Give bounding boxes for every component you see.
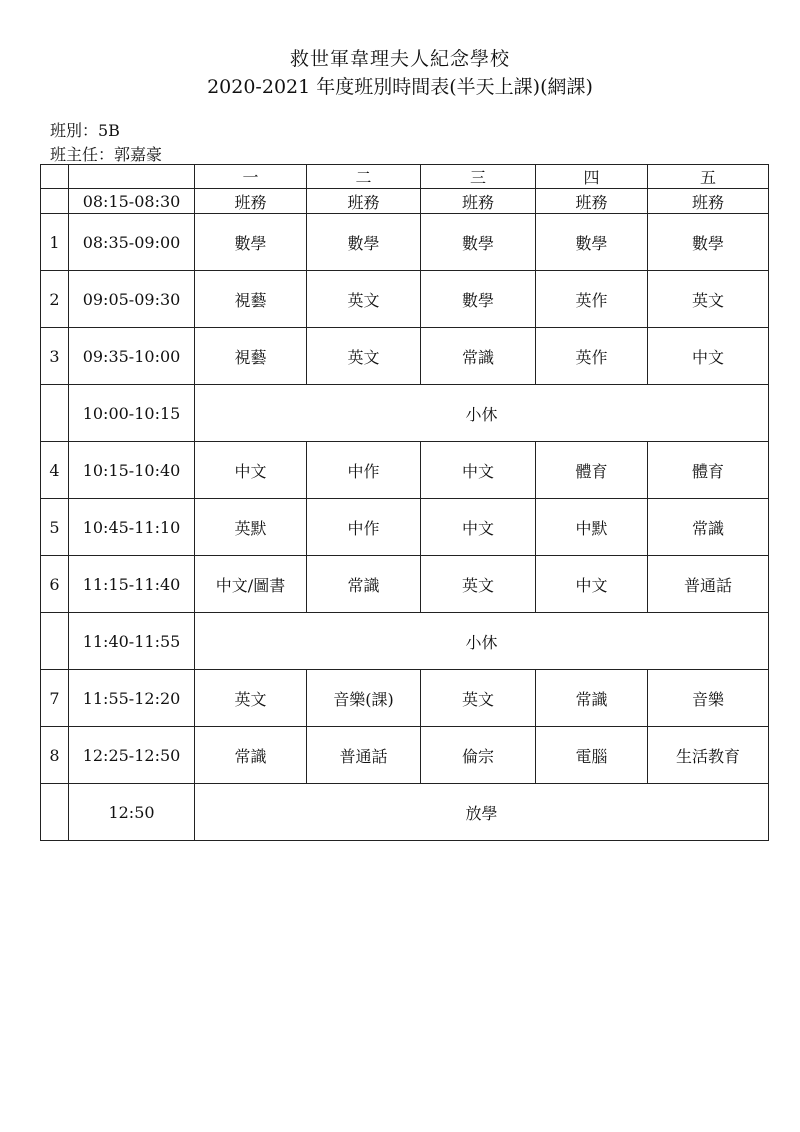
subject-cell: 常識 xyxy=(536,670,648,727)
period-number: 7 xyxy=(41,670,69,727)
subject-cell: 中文 xyxy=(648,328,769,385)
period-row xyxy=(41,727,769,784)
subject-cell: 班務 xyxy=(421,189,536,214)
subject-cell: 英作 xyxy=(536,271,648,328)
time-cell: 12:25-12:50 xyxy=(69,727,195,784)
break-label: 放學 xyxy=(195,784,769,841)
corner-time-cell xyxy=(69,165,195,189)
period-row xyxy=(41,271,769,328)
subject-cell: 班務 xyxy=(307,189,421,214)
subject-cell: 數學 xyxy=(648,214,769,271)
period-row xyxy=(41,442,769,499)
subject-cell: 英默 xyxy=(195,499,307,556)
day-header-cell: 一 xyxy=(195,165,307,189)
subject-cell: 常識 xyxy=(307,556,421,613)
time-cell: 11:15-11:40 xyxy=(69,556,195,613)
subject-cell: 英文 xyxy=(421,556,536,613)
period-number: 3 xyxy=(41,328,69,385)
subject-cell: 視藝 xyxy=(195,328,307,385)
timetable xyxy=(40,164,769,841)
time-cell: 10:00-10:15 xyxy=(69,385,195,442)
subject-cell: 普通話 xyxy=(648,556,769,613)
timetable-title: 2020-2021 年度班別時間表(半天上課)(網課) xyxy=(207,76,593,98)
break-row xyxy=(41,613,769,670)
period-row xyxy=(41,670,769,727)
class-label: 班別：5B xyxy=(50,121,120,140)
subject-cell: 中作 xyxy=(307,499,421,556)
subject-cell: 常識 xyxy=(421,328,536,385)
subject-cell: 視藝 xyxy=(195,271,307,328)
subject-cell: 體育 xyxy=(648,442,769,499)
subject-cell: 班務 xyxy=(195,189,307,214)
day-header-cell: 五 xyxy=(648,165,769,189)
period-row xyxy=(41,499,769,556)
day-header-cell: 四 xyxy=(536,165,648,189)
day-header-cell: 二 xyxy=(307,165,421,189)
time-cell: 12:50 xyxy=(69,784,195,841)
subject-cell: 中文 xyxy=(421,499,536,556)
time-cell: 11:55-12:20 xyxy=(69,670,195,727)
subject-cell: 音樂(課) xyxy=(307,670,421,727)
subject-cell: 數學 xyxy=(536,214,648,271)
subject-cell: 班務 xyxy=(648,189,769,214)
time-cell: 09:35-10:00 xyxy=(69,328,195,385)
subject-cell: 數學 xyxy=(307,214,421,271)
subject-cell: 數學 xyxy=(195,214,307,271)
subject-cell: 音樂 xyxy=(648,670,769,727)
day-header-row xyxy=(41,165,769,189)
period-number: 4 xyxy=(41,442,69,499)
break-row xyxy=(41,784,769,841)
period-number xyxy=(41,613,69,670)
subject-cell: 中文 xyxy=(421,442,536,499)
subject-cell: 倫宗 xyxy=(421,727,536,784)
subject-cell: 中默 xyxy=(536,499,648,556)
subject-cell: 電腦 xyxy=(536,727,648,784)
period-row xyxy=(41,556,769,613)
subject-cell: 英文 xyxy=(648,271,769,328)
subject-cell: 英文 xyxy=(195,670,307,727)
subject-cell: 中文 xyxy=(536,556,648,613)
period-row xyxy=(41,214,769,271)
period-row xyxy=(41,328,769,385)
subject-cell: 普通話 xyxy=(307,727,421,784)
break-row xyxy=(41,385,769,442)
subject-cell: 體育 xyxy=(536,442,648,499)
subject-cell: 常識 xyxy=(648,499,769,556)
break-label: 小休 xyxy=(195,385,769,442)
break-label: 小休 xyxy=(195,613,769,670)
subject-cell: 英文 xyxy=(307,328,421,385)
subject-cell: 中作 xyxy=(307,442,421,499)
subject-cell: 生活教育 xyxy=(648,727,769,784)
time-cell: 11:40-11:55 xyxy=(69,613,195,670)
subject-cell: 英文 xyxy=(307,271,421,328)
subject-cell: 常識 xyxy=(195,727,307,784)
subject-cell: 中文/圖書 xyxy=(195,556,307,613)
time-cell: 09:05-09:30 xyxy=(69,271,195,328)
time-cell: 10:45-11:10 xyxy=(69,499,195,556)
teacher-label: 班主任：郭嘉豪 xyxy=(50,145,163,164)
subject-cell: 數學 xyxy=(421,271,536,328)
subject-cell: 英作 xyxy=(536,328,648,385)
period-number: 8 xyxy=(41,727,69,784)
period-number xyxy=(41,385,69,442)
period-number xyxy=(41,784,69,841)
period-number: 5 xyxy=(41,499,69,556)
time-cell: 10:15-10:40 xyxy=(69,442,195,499)
subject-cell: 數學 xyxy=(421,214,536,271)
subject-cell: 英文 xyxy=(421,670,536,727)
admin-row xyxy=(41,189,769,214)
subject-cell: 班務 xyxy=(536,189,648,214)
day-header-cell: 三 xyxy=(421,165,536,189)
subject-cell: 中文 xyxy=(195,442,307,499)
period-number: 6 xyxy=(41,556,69,613)
time-cell: 08:35-09:00 xyxy=(69,214,195,271)
corner-cell xyxy=(41,165,69,189)
time-cell: 08:15-08:30 xyxy=(69,189,195,214)
period-number: 1 xyxy=(41,214,69,271)
period-number: 2 xyxy=(41,271,69,328)
school-name: 救世軍韋理夫人紀念學校 xyxy=(289,48,510,70)
period-number xyxy=(41,189,69,214)
